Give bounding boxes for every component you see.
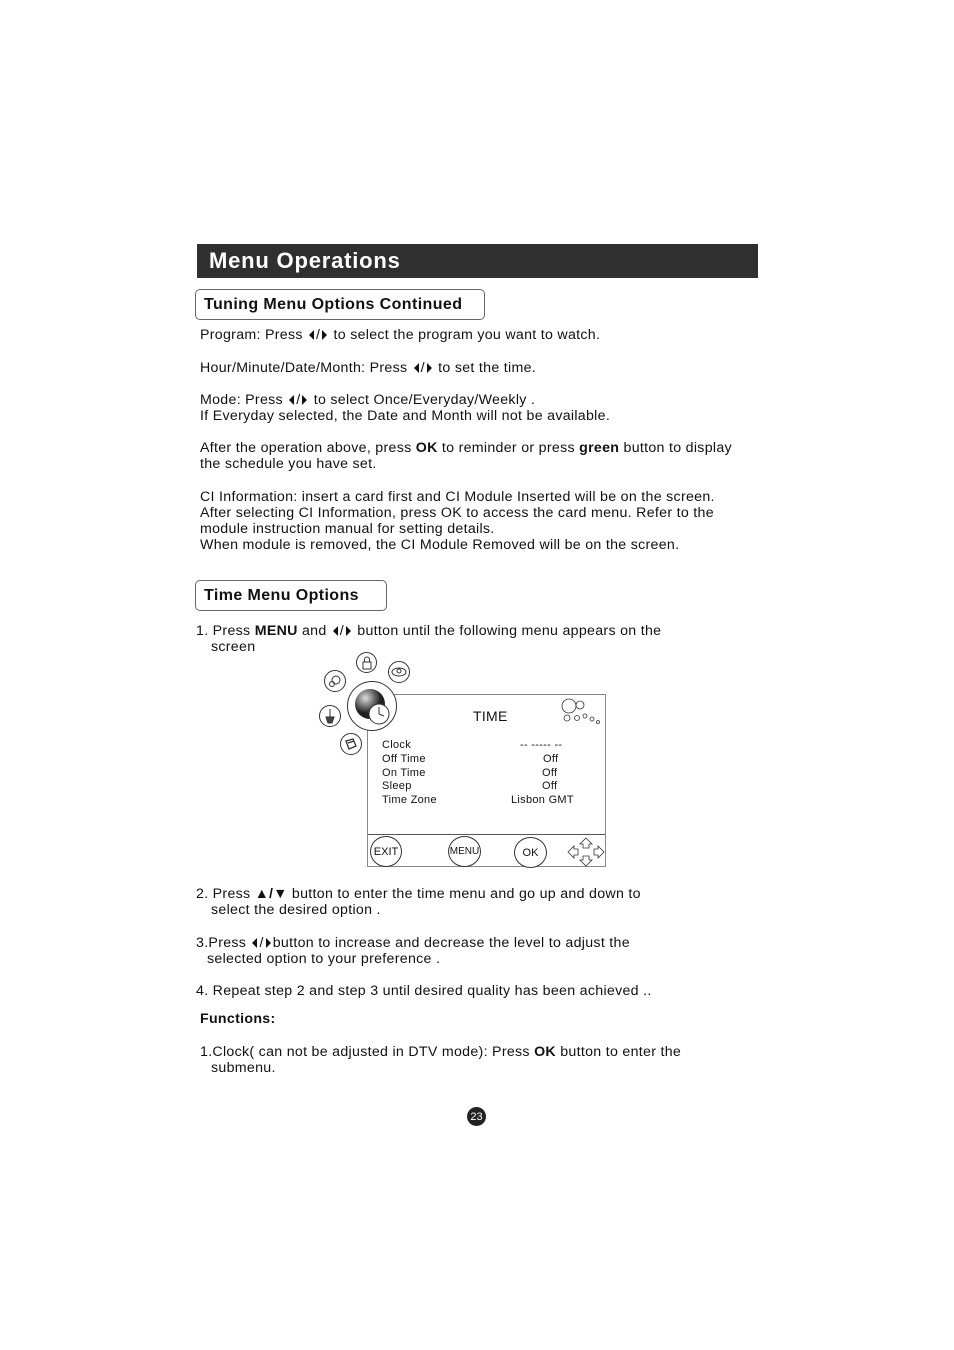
menu-item-label: Off Time [382,753,426,765]
divider [368,834,605,835]
step-3-cont: selected option to your preference . [207,951,441,967]
left-arrow-icon [333,626,338,636]
step-2: 2. Press ▲/▼ button to enter the time menu and go up and down to [196,886,641,902]
page-number: 23 [467,1107,486,1126]
menu-item-value: Off [542,767,558,779]
ci-line-3: module instruction manual for setting details. [200,521,495,537]
function-1-cont: submenu. [211,1060,276,1076]
left-arrow-icon [309,330,314,340]
right-arrow-icon [346,626,351,636]
after-line: After the operation above, press OK to reminder or press green button to display [200,440,732,456]
menu-item-value: Off [543,753,559,765]
menu-title: TIME [473,708,508,724]
menu-item-value: -- ----- -- [520,739,563,751]
ok-button: OK [514,837,547,868]
lock-menu-icon [356,652,377,673]
right-arrow-icon [322,330,327,340]
menu-item-label: Sleep [382,780,412,792]
hour-line: Hour/Minute/Date/Month: Press / to set the time. [200,360,537,376]
function-1: 1.Clock( can not be adjusted in DTV mode): Press OK button to enter the [200,1044,682,1060]
step-4: 4. Repeat step 2 and step 3 until desired quality has been achieved .. [196,983,652,999]
step-1-cont: screen [211,639,256,655]
header-bar [197,244,758,278]
menu-item-value: Lisbon GMT [511,794,574,806]
menu-item-label: Clock [382,739,412,751]
menu-item-value: Off [542,780,558,792]
bubbles-icon [560,697,606,727]
tuning-menu-icon [319,705,341,727]
ci-line-2: After selecting CI Information, press OK to access the card menu. Refer to the [200,505,714,521]
time-menu-diagram [367,694,606,867]
step-3: 3.Press / button to increase and decrease the level to adjust the [196,935,630,951]
ci-line-4: When module is removed, the CI Module Removed will be on the screen. [200,537,680,553]
left-arrow-icon [252,938,257,948]
setup-menu-icon [324,670,346,692]
functions-heading: Functions: [200,1011,276,1027]
program-line: Program: Press / to select the program you want to watch. [200,327,601,343]
section-time-title: Time Menu Options [195,580,387,611]
right-arrow-icon [302,395,307,405]
direction-arrows-icon [566,836,606,868]
sound-menu-icon [340,733,362,755]
mode-note: If Everyday selected, the Date and Month will not be available. [200,408,611,424]
menu-button: MENU [448,836,481,867]
after-line-2: the schedule you have set. [200,456,377,472]
mode-line: Mode: Press / to select Once/Everyday/Weekly . [200,392,536,408]
ci-line-1: CI Information: insert a card first and CI Module Inserted will be on the screen. [200,489,715,505]
right-arrow-icon [266,938,271,948]
menu-item-label: Time Zone [382,794,437,806]
section-tuning-title: Tuning Menu Options Continued [195,289,485,320]
left-arrow-icon [289,395,294,405]
left-arrow-icon [414,363,419,373]
picture-menu-icon [388,661,410,683]
exit-button: EXIT [370,836,402,867]
right-arrow-icon [427,363,432,373]
step-1: 1. Press MENU and / button until the following menu appears on the [196,623,662,639]
time-menu-icon [347,681,397,731]
clock-icon [350,684,394,728]
step-2-cont: select the desired option . [211,902,381,918]
menu-item-label: On Time [382,767,426,779]
page-title: Menu Operations [209,248,401,273]
